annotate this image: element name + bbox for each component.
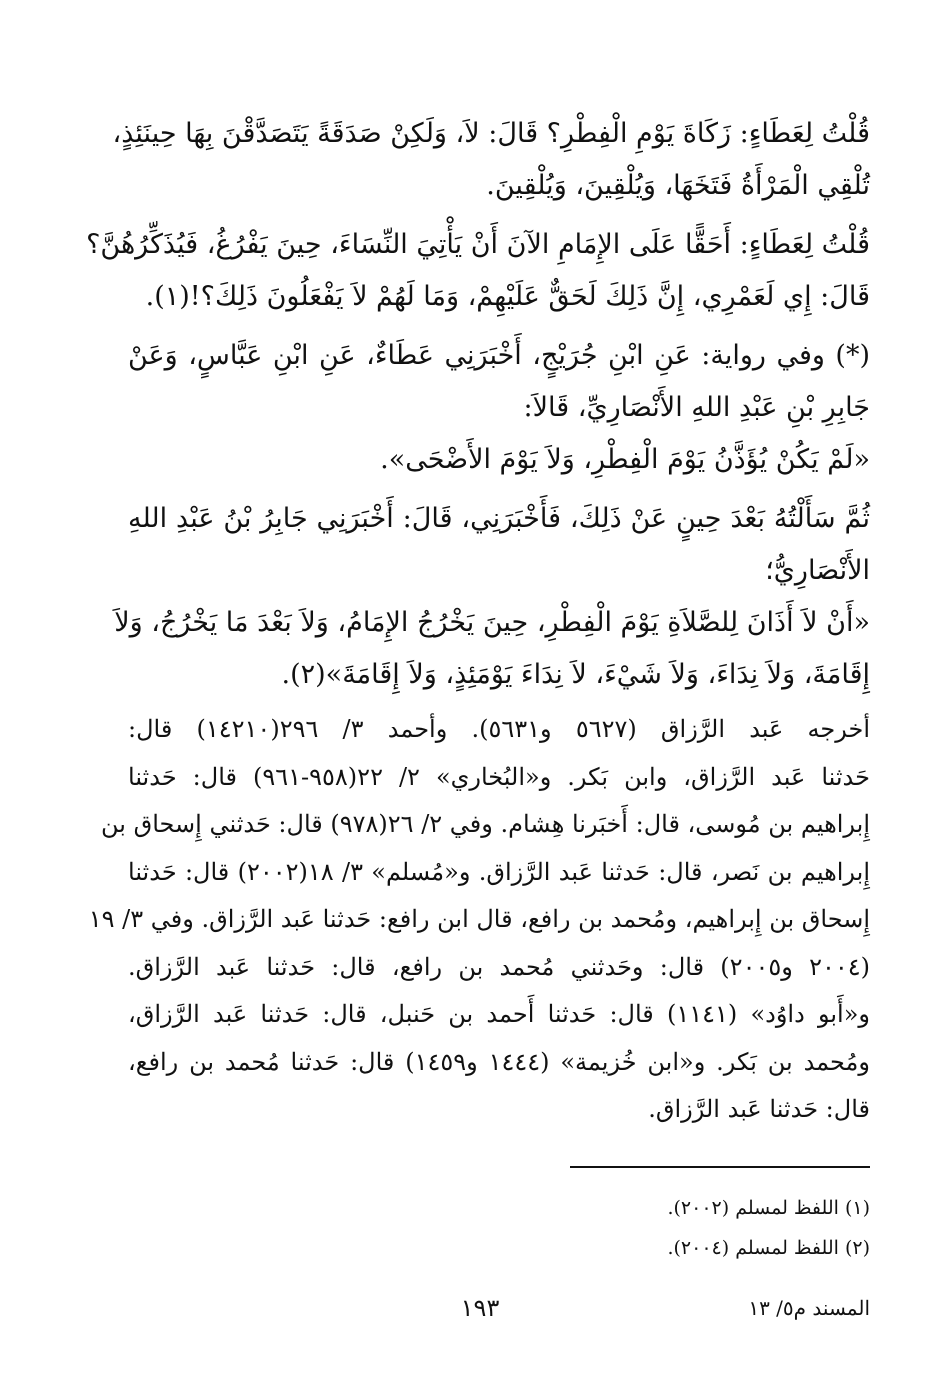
takhrij-line: إِبراهيم بن مُوسى، قال: أَخبَرنا هِشام. وفي ٢/ ٢٦(٩٧٨) قال: حَدثني إِسحاق بن [101, 810, 870, 838]
takhrij-line: أخرجه عَبد الرَّزاق (٥٦٢٧ و٥٦٣١). وأحمد ٣/ ٢٩٦(١٤٢١٠) قال: [128, 715, 870, 743]
takhrij-section [88, 706, 871, 1134]
footnotes [400, 1188, 870, 1268]
hadith-text [86, 108, 870, 701]
text-line: قُلْتُ لِعَطَاءٍ: زَكَاةَ يَوْمِ الْفِطْرِ؟ قَالَ: لاَ، وَلَكِنْ صَدَقَةً يَتَصَدَّقْنَ بِهَا حِينَئِذٍ، [112, 118, 870, 149]
takhrij-line: إِسحاق بن إِبراهيم، ومُحمد بن رافع، قال ابن رافع: حَدثنا عَبد الرَّزاق. وفي ٣/ ١٩ [88, 905, 870, 933]
text-line: تُلْقِي الْمَرْأَةُ فَتَخَهَا، وَيُلْقِينَ، وَيُلْقِينَ. [486, 170, 870, 201]
text-line: قُلْتُ لِعَطَاءٍ: أَحَقًّا عَلَى الإِمَامِ الآنَ أَنْ يَأْتِيَ النِّسَاءَ، حِينَ يَفْرُغُ، فَيُذَكِّرُهُنَّ؟ [86, 229, 870, 260]
takhrij-line: (٢٠٠٤ و٢٠٠٥) قال: وحَدثني مُحمد بن رافع، قال: حَدثنا عَبد الرَّزاق. [128, 952, 871, 981]
footnote-2: (٢) اللفظ لمسلم (٢٠٠٤). [667, 1237, 870, 1259]
takhrij-line: و«أَبو داوُد» (١١٤١) قال: حَدثنا أَحمد بن حَنبل، قال: حَدثنا عَبد الرَّزاق، [128, 1000, 870, 1028]
text-line: «أَنْ لاَ أَذَانَ لِلصَّلاَةِ يَوْمَ الْفِطْرِ، حِينَ يَخْرُجُ الإِمَامُ، وَلاَ بَعْدَ مَا يَخْرُجُ، وَلاَ [114, 607, 870, 638]
takhrij-line: قال: حَدثنا عَبد الرَّزاق. [648, 1095, 870, 1123]
text-line: الأَنْصَارِيُّ؛ [765, 555, 870, 586]
footnote-1: (١) اللفظ لمسلم (٢٠٠٢). [667, 1197, 870, 1219]
takhrij-line: حَدثنا عَبد الرَّزاق، وابن بَكر. و«البُخاري» ٢/ ٢٢(٩٥٨-٩٦١) قال: حَدثنا [128, 762, 870, 791]
text-line: إِقَامَةَ، وَلاَ نِدَاءَ، وَلاَ شَيْءَ، لاَ نِدَاءَ يَوْمَئِذٍ، وَلاَ إِقَامَةَ»(٢). [281, 659, 870, 690]
text-line: ثُمَّ سَأَلْتُهُ بَعْدَ حِينٍ عَنْ ذَلِكَ، فَأَخْبَرَنِي، قَالَ: أَخْبَرَنِي جَابِرُ بْنُ عَبْدِ اللهِ [128, 503, 870, 534]
text-line: «لَمْ يَكُنْ يُؤَذَّنُ يَوْمَ الْفِطْرِ، وَلاَ يَوْمَ الأَضْحَى». [380, 444, 870, 475]
text-line: جَابِرِ بْنِ عَبْدِ اللهِ الأَنْصَارِيِّ، قَالاَ: [523, 392, 870, 423]
text-line: قَالَ: إِي لَعَمْرِي، إِنَّ ذَلِكَ لَحَقٌّ عَلَيْهِمْ، وَمَا لَهُمْ لاَ يَفْعَلُونَ ذَلِكَ؟!(١). [145, 281, 870, 312]
footnote-separator [570, 1166, 870, 1168]
text-line: (*) وفي رواية: عَنِ ابْنِ جُرَيْجٍ، أَخْبَرَنِي عَطَاءٌ، عَنِ ابْنِ عَبَّاسٍ، وَعَنْ [128, 340, 870, 371]
takhrij-line: ومُحمد بن بَكر. و«ابن خُزيمة» (١٤٤٤ و١٤٥٩) قال: حَدثنا مُحمد بن رافع، [128, 1047, 870, 1076]
takhrij-line: إِبراهيم بن نَصر، قال: حَدثنا عَبد الرَّزاق. و«مُسلم» ٣/ ١٨(٢٠٠٢) قال: حَدثنا [128, 857, 870, 886]
page-number: ١٩٣ [460, 1294, 500, 1322]
volume-signature: المسند م٥/ ١٣ [748, 1296, 870, 1320]
